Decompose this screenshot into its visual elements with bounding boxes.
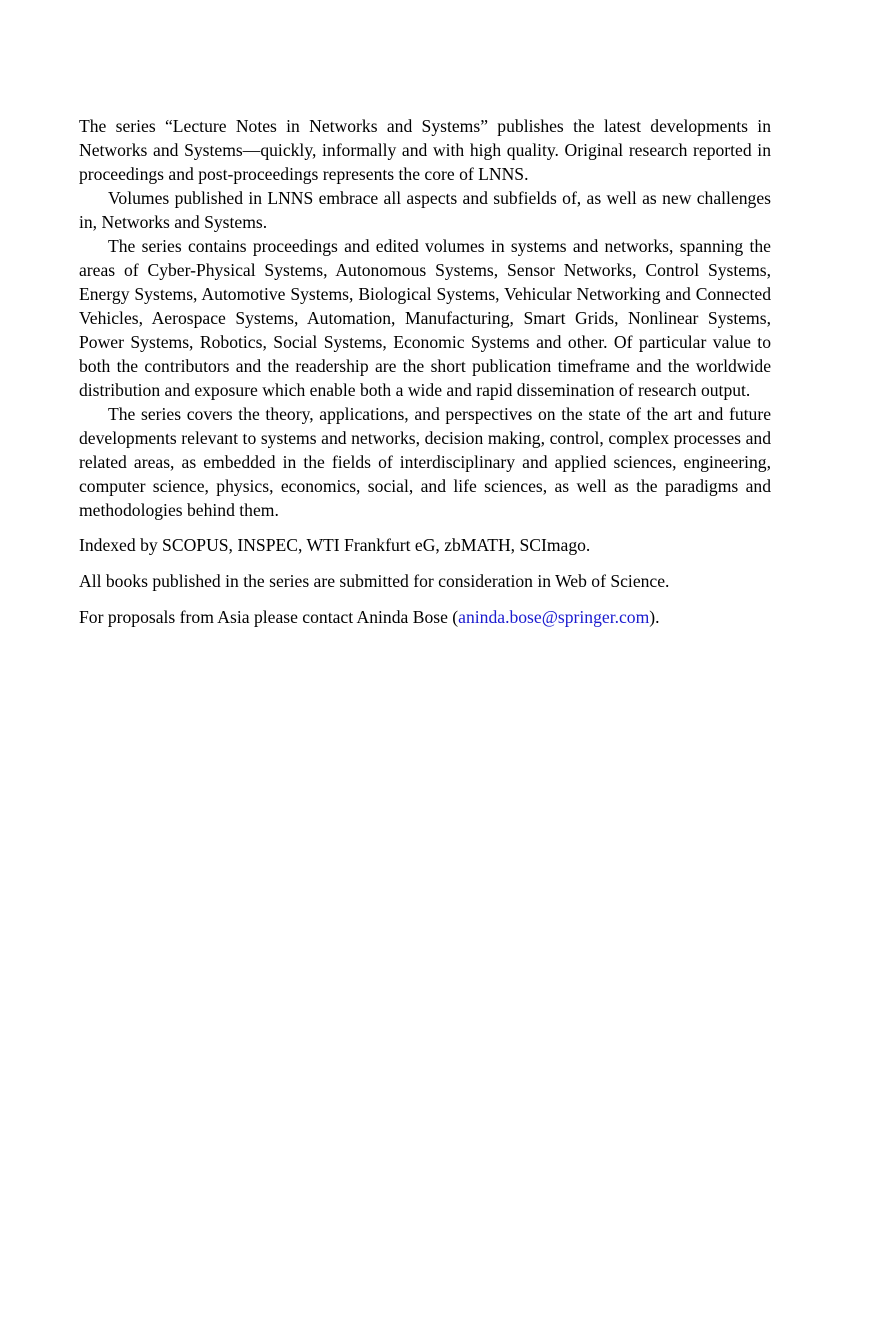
series-coverage-paragraph: The series covers the theory, applications, and perspectives on the state of the art and future developments relevant to systems and networks, decision making, control, complex processes and related areas, as embedded in the fields of interdisciplinary and applied sciences, engineering, computer science, physics, economics, social, and life sciences, as well as the paradigms and methodologies behind them. (79, 404, 771, 520)
indexing-statement: Indexed by SCOPUS, INSPEC, WTI Frankfurt eG, zbMATH, SCImago. (79, 535, 591, 555)
contact-statement (79, 605, 771, 629)
series-description (79, 114, 771, 522)
contact-prefix: For proposals from Asia please contact Aninda Bose ( (79, 607, 459, 627)
contact-email-link[interactable]: aninda.bose@springer.com (458, 607, 650, 627)
series-contents-paragraph: The series contains proceedings and edited volumes in systems and networks, spanning the areas of Cyber-Physical Systems, Autonomous Systems, Sensor Networks, Control Systems, Energy Systems, Automotive Systems, Biological Systems, Vehicular Networking and Connected Vehicles, Aerospace Systems, Automation, Manufacturing, Smart Grids, Nonlinear Systems, Power Systems, Robotics, Social Systems, Economic Systems and other. Of particular value to both the contributors and the readership are the short publication timeframe and the worldwide distribution and exposure which enable both a wide and rapid dissemination of research output. (79, 236, 771, 400)
series-scope-paragraph: Volumes published in LNNS embrace all aspects and subfields of, as well as new challenges in, Networks and Systems. (79, 188, 771, 232)
page-body (79, 114, 771, 629)
contact-suffix: ). (649, 607, 660, 627)
web-of-science-statement: All books published in the series are submitted for consideration in Web of Science. (79, 571, 670, 591)
series-intro-paragraph: The series “Lecture Notes in Networks and Systems” publishes the latest developments in Networks and Systems—quickly, informally and with high quality. Original research reported in proceedings and post-proceedings represents the core of LNNS. (79, 116, 771, 184)
